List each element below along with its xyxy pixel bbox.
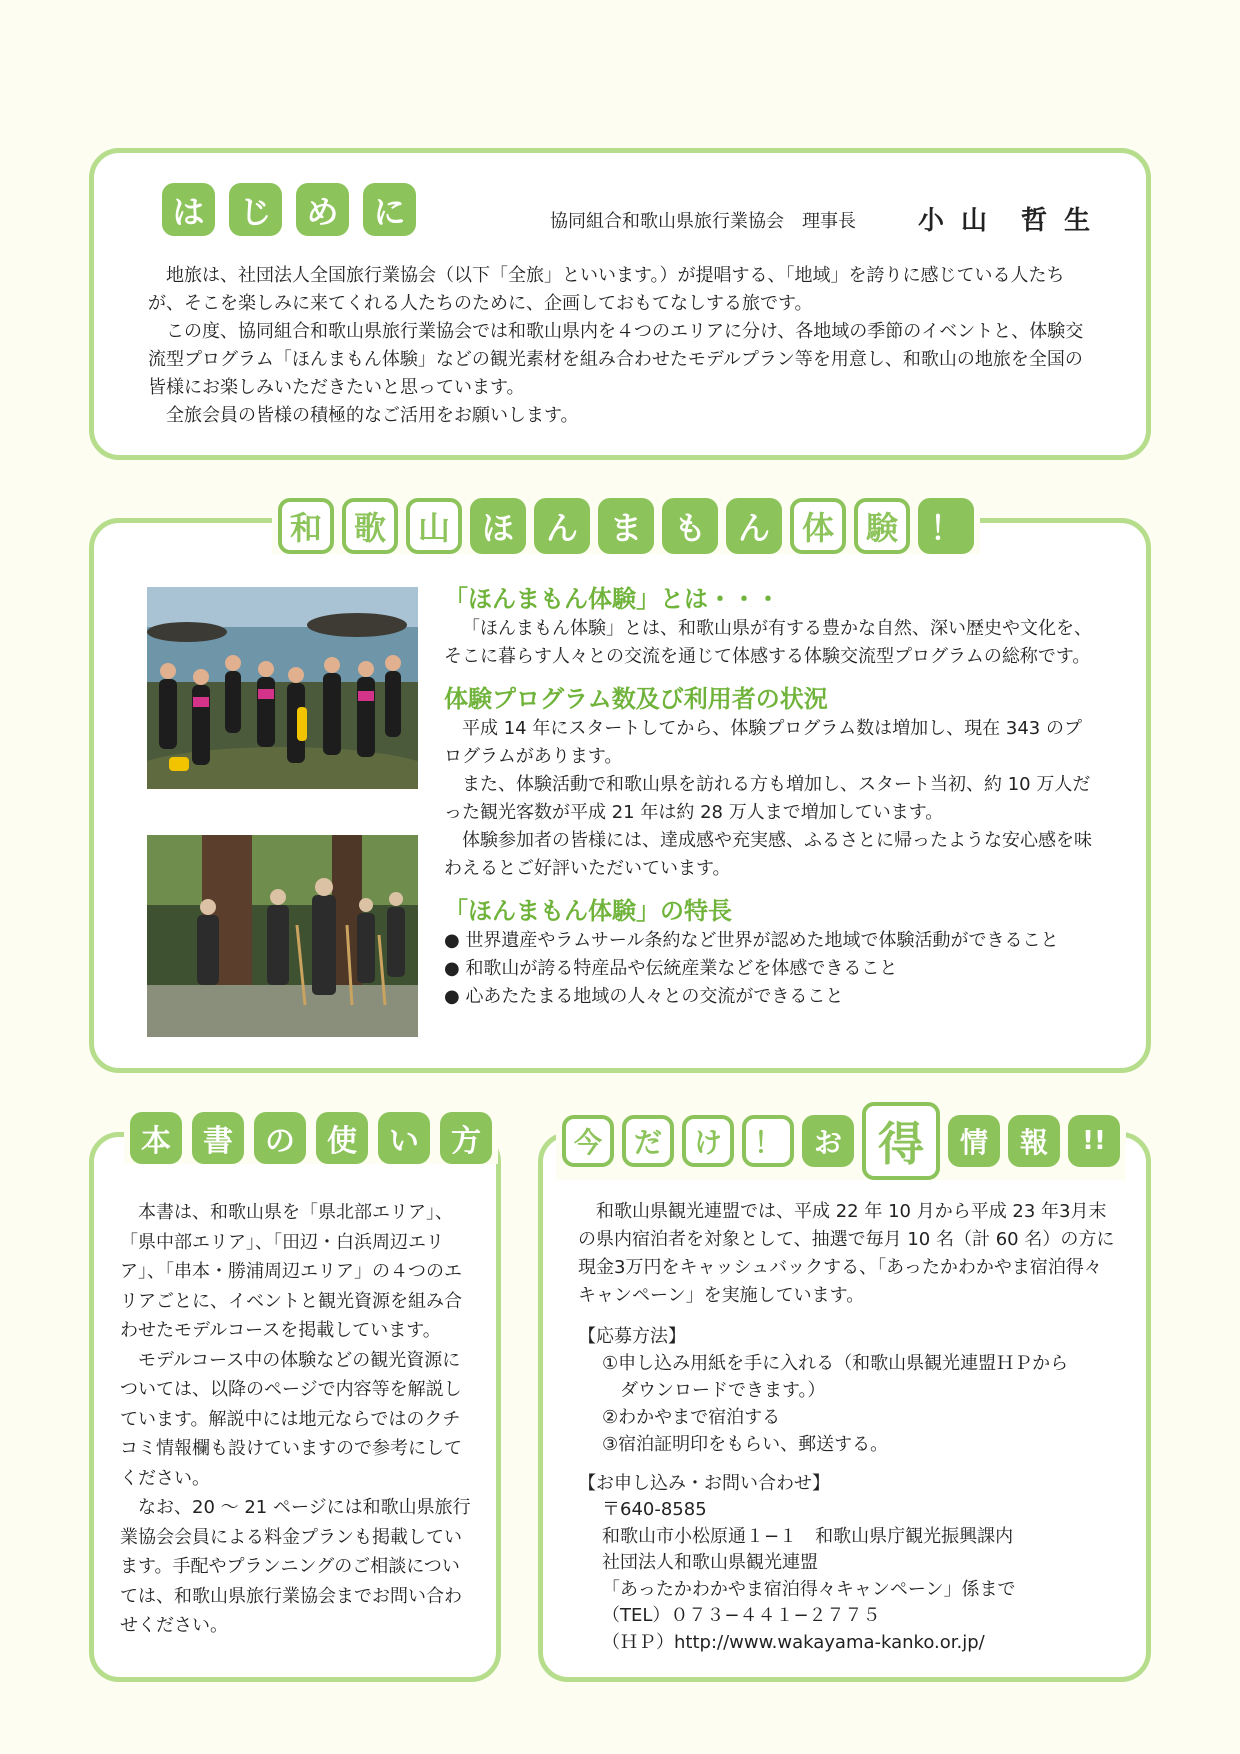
apply-step: ③宿泊証明印をもらい、郵送する。 <box>602 1434 889 1455</box>
deal-title-char: お <box>802 1115 854 1167</box>
section-body <box>444 615 1094 671</box>
honmamon-title-char: 験 <box>854 498 910 554</box>
coast-wetsuit-photo <box>147 587 418 789</box>
howto-body <box>120 1198 472 1641</box>
contact-heading: 【お申し込み・お問い合わせ】 <box>578 1473 830 1494</box>
apply-step: ①申し込み用紙を手に入れる（和歌山県観光連盟ＨＰから <box>602 1353 1069 1374</box>
howto-title-char: い <box>378 1112 430 1164</box>
howto-paragraph: 本書は、和歌山県を「県北部エリア」、「県中部エリア」、「田辺・白浜周辺エリア」、「串本・勝浦周辺エリア」の４つのエリアごとに、イベントと観光資源を組み合わせたモデルコースを掲載しています。 <box>120 1202 462 1341</box>
honmamon-title <box>272 498 980 554</box>
deal-intro <box>578 1198 1118 1310</box>
section-heading: 「ほんまもん体験」の特長 <box>444 897 732 925</box>
honmamon-title-char: 和 <box>278 498 334 554</box>
howto-title-char: の <box>254 1112 306 1164</box>
howto-title <box>124 1112 498 1164</box>
intro-paragraph: 地旅は、社団法人全国旅行業協会（以下「全旅」といいます。）が提唱する、「地域」を誇りに感じている人たちが、そこを楽しみに来てくれる人たちのために、企画しておもてなしする旅です。 <box>148 265 1065 314</box>
deal-title <box>556 1102 1126 1180</box>
intro-title-char: は <box>162 183 215 236</box>
forest-walk-photo <box>147 835 418 1037</box>
section-heading: 体験プログラム数及び利用者の状況 <box>444 685 828 713</box>
deal-title-char: だ <box>622 1115 674 1167</box>
honmamon-title-char: 体 <box>790 498 846 554</box>
howto-title-char: 本 <box>130 1112 182 1164</box>
deal-title-char: 今 <box>562 1115 614 1167</box>
deal-title-char: け <box>682 1115 734 1167</box>
honmamon-title-char: も <box>662 498 718 554</box>
apply-heading: 【応募方法】 <box>578 1326 686 1347</box>
section-paragraph: 体験参加者の皆様には、達成感や充実感、ふるさとに帰ったような安心感を味わえるとご好評いただいています。 <box>444 830 1092 879</box>
apply-step: ②わかやまで宿泊する <box>602 1407 781 1428</box>
intro-body <box>148 262 1100 430</box>
section-heading: 「ほんまもん体験」とは・・・ <box>444 585 780 613</box>
contact-tel: （TEL）０７３−４４１−２７７５ <box>602 1605 881 1626</box>
deal-title-char-large: 得 <box>862 1102 940 1180</box>
section-paragraph: 平成 14 年にスタートしてから、体験プログラム数は増加し、現在 343 のプログラムがあります。 <box>444 718 1082 767</box>
deal-title-char: 情 <box>948 1115 1000 1167</box>
forest-photo-illustration <box>147 835 418 1037</box>
feature-item: ● 世界遺産やラムサール条約など世界が認めた地域で体験活動ができること <box>444 927 1094 955</box>
honmamon-title-char: 歌 <box>342 498 398 554</box>
features-list <box>444 927 1094 1011</box>
howto-paragraph: モデルコース中の体験などの観光資源については、以降のページで内容等を解説しています。解説中には地元ならではのクチコミ情報欄も設けていますので参考にしてください。 <box>120 1349 462 1489</box>
feature-item: ● 和歌山が誇る特産品や伝統産業などを体感できること <box>444 955 1094 983</box>
deal-content <box>578 1198 1118 1656</box>
contact-campaign: 「あったかわかやま宿泊得々キャンペーン」係まで <box>602 1578 1016 1600</box>
intro-title-char: じ <box>229 183 282 236</box>
section-paragraph: また、体験活動で和歌山県を訪れる方も増加し、スタート当初、約 10 万人だった観光客数が平成 21 年は約 28 万人まで増加しています。 <box>444 774 1091 823</box>
honmamon-title-char: 山 <box>406 498 462 554</box>
deal-title-char: ！ <box>742 1115 794 1167</box>
howto-title-char: 方 <box>440 1112 492 1164</box>
apply-steps <box>578 1350 1118 1458</box>
contact-postal: 〒640-8585 <box>602 1499 707 1520</box>
contact-lines <box>578 1497 1118 1656</box>
howto-title-char: 使 <box>316 1112 368 1164</box>
feature-item: ● 心あたたまる地域の人々との交流ができること <box>444 983 1094 1011</box>
intro-title-char: め <box>296 183 349 236</box>
coast-photo-illustration <box>147 587 418 789</box>
intro-title <box>162 183 416 236</box>
intro-paragraph: この度、協同組合和歌山県旅行業協会では和歌山県内を４つのエリアに分け、各地域の季節のイベントと、体験交流型プログラム「ほんまもん体験」などの観光素材を組み合わせたモデルプラン等を用意し、和歌山の地旅を全国の皆様にお楽しみいただきたいと思っています。 <box>148 321 1084 398</box>
deal-title-char: 報 <box>1008 1115 1060 1167</box>
intro-title-char: に <box>363 183 416 236</box>
intro-paragraph: 全旅会員の皆様の積極的なご活用をお願いします。 <box>166 405 579 426</box>
deal-title-char: !! <box>1068 1115 1120 1167</box>
apply-step: ダウンロードできます。） <box>602 1380 826 1401</box>
honmamon-title-char: ん <box>726 498 782 554</box>
honmamon-content <box>444 583 1094 1011</box>
contact-address: 和歌山市小松原通１−１ 和歌山県庁観光振興課内 <box>602 1525 1014 1547</box>
honmamon-title-char: ま <box>598 498 654 554</box>
contact-org: 社団法人和歌山県観光連盟 <box>602 1552 818 1573</box>
honmamon-title-char: ん <box>534 498 590 554</box>
contact-website-link[interactable]: （ＨＰ）http://www.wakayama-kanko.or.jp/ <box>602 1631 985 1653</box>
section-paragraph: 「ほんまもん体験」とは、和歌山県が有する豊かな自然、深い歴史や文化を、そこに暮らす人々との交流を通じて体感する体験交流型プログラムの総称です。 <box>444 618 1092 667</box>
deal-intro-paragraph: 和歌山県観光連盟では、平成 22 年 10 月から平成 23 年3月末の県内宿泊者を対象として、抽選で毎月 10 名（計 60 名）の方に現金3万円をキャッシュバックする、「あったかわかやま宿泊得々キャンペーン」を実施しています。 <box>578 1201 1115 1306</box>
section-body <box>444 715 1094 883</box>
honmamon-title-char: ほ <box>470 498 526 554</box>
howto-title-char: 書 <box>192 1112 244 1164</box>
author-org: 協同組合和歌山県旅行業協会 理事長 <box>550 211 856 232</box>
howto-paragraph: なお、20 ～ 21 ページには和歌山県旅行業協会会員による料金プランも掲載しています。手配やプランニングのご相談については、和歌山県旅行業協会までお問い合わせください。 <box>120 1497 471 1636</box>
honmamon-title-char: ！ <box>918 498 974 554</box>
author-name: 小 山 哲 生 <box>918 206 1095 236</box>
